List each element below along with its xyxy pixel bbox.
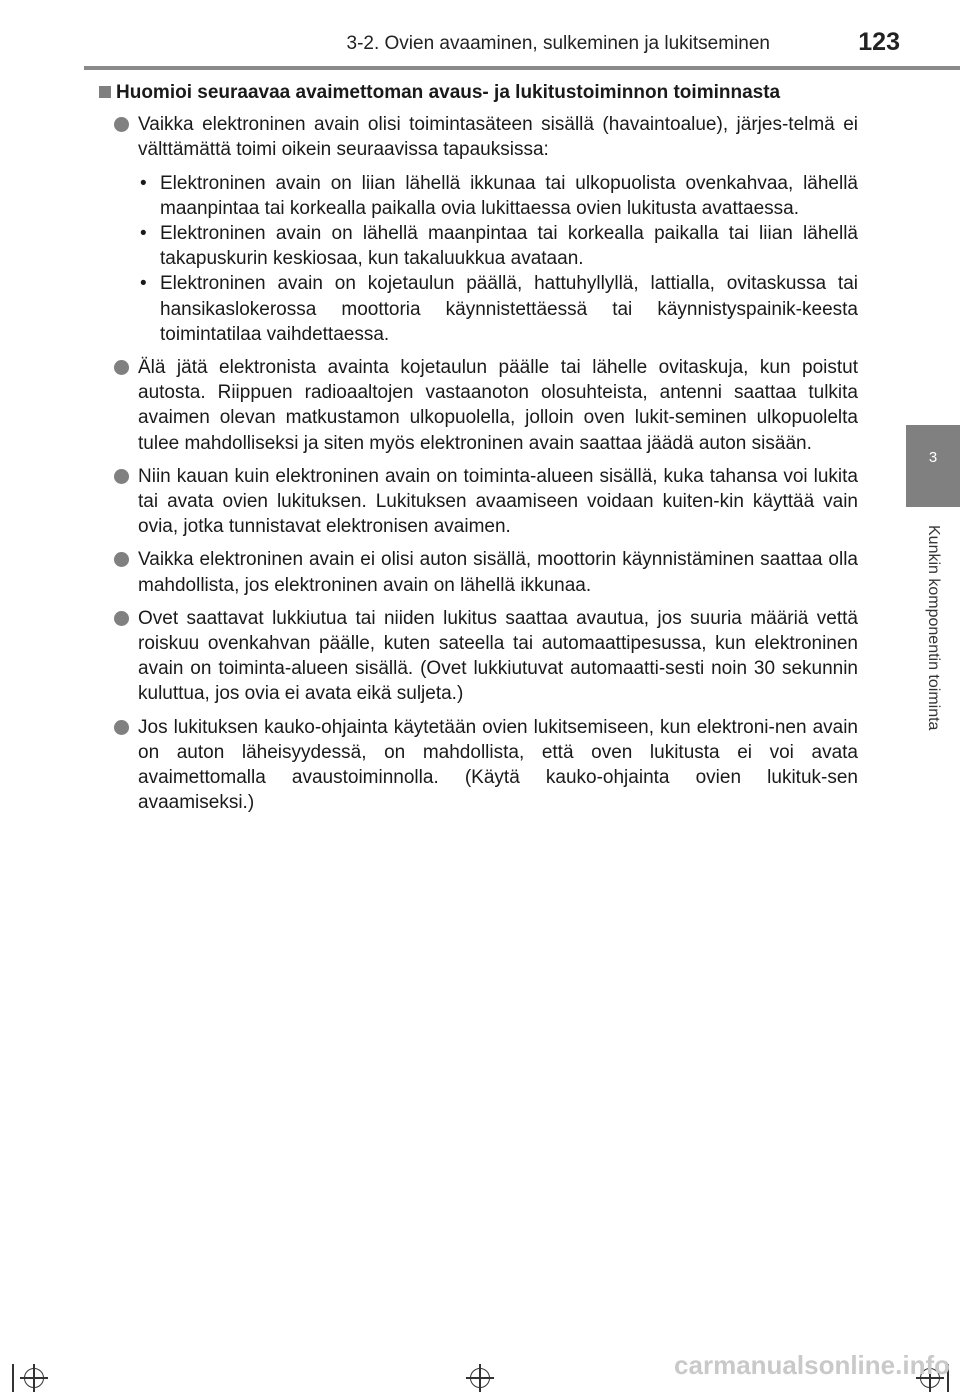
circle-bullet-icon [114,360,129,375]
list-item-text: Vaikka elektroninen avain olisi toimintasäteen sisällä (havaintoalue), järjes-telmä ei välttämättä toimi oikein seuraavissa tapauksissa: [138,114,858,161]
sub-list [138,171,858,347]
registration-mark-icon [20,1364,48,1392]
circle-bullet-icon [114,117,129,132]
list-item [98,606,858,707]
circle-bullet-icon [114,552,129,567]
section-heading-text: Huomioi seuraavaa avaimettoman avaus- ja lukitustoiminnon toiminnasta [116,82,781,103]
dot-bullet-icon: • [140,273,147,295]
circle-bullet-icon [114,469,129,484]
sub-list-item-text: Elektroninen avain on liian lähellä ikkunaa tai ulkopuolista ovenkahvaa, lähellä maanpintaa tai korkealla paikalla ovia lukittaessa ovien lukitusta avattaessa. [160,172,858,219]
dot-bullet-icon: • [140,223,147,245]
page-number: 123 [858,28,900,56]
circle-bullet-icon [114,720,129,735]
list-item-text: Vaikka elektroninen avain ei olisi auton sisällä, moottorin käynnistäminen saattaa olla mahdollista, jos elektroninen avain on lähellä ikkunaa. [138,549,858,596]
main-content [98,80,858,823]
chapter-label [906,507,960,807]
sub-list-item [138,271,858,347]
chapter-tab [906,425,960,507]
list-item-text: Ovet saattavat lukkiutua tai niiden lukitus saattaa avautua, jos suuria määriä vettä roiskuu ovenkahvan päälle, kuten sateella tai automaattipesussa, kun elektroninen avain on toiminta-alueen sisällä. (Ovet lukkiutuvat automaatti-sesti noin 30 sekunnin kuluttua, jos ovia ei avata eikä suljeta.) [138,607,858,705]
watermark: carmanualsonline.info [674,1350,950,1380]
sub-list-item [138,221,858,271]
circle-bullet-icon [114,611,129,626]
header-divider [84,66,960,70]
list-item [98,715,858,816]
chapter-label-text: Kunkin komponentin toiminta [925,525,942,731]
sub-list-item [138,171,858,221]
list-item-text: Älä jätä elektronista avainta kojetaulun päälle tai lähelle ovitaskuja, kun poistut autosta. Riippuen radioaaltojen vastaanoton olosuhteista, antenni saattaa tulkita avaimen olevan matkustamon ulkopuolella, jolloin oven lukit-seminen ulkopuolelta tulee mahdolliseksi ja siten myös elektroninen avain saattaa jäädä auton sisään. [138,357,858,454]
section-title: 3-2. Ovien avaaminen, sulkeminen ja lukitseminen [346,33,770,54]
list-item [98,355,858,456]
list-item [98,464,858,540]
sub-list-item-text: Elektroninen avain on lähellä maanpintaa tai korkealla paikalla tai liian lähellä takapuskurin keskiosaa, kun takaluukkua avataan. [160,223,858,270]
list-item-text: Niin kauan kuin elektroninen avain on toiminta-alueen sisällä, kuka tahansa voi lukita tai avata ovien lukituksen. Lukituksen avaamiseen voidaan kuiten-kin käyttää vain ovia, jotka tunnistavat elektronisen avaimen. [138,465,858,538]
crop-mark-icon [12,1364,14,1392]
square-bullet-icon [99,86,111,98]
sub-list-item-text: Elektroninen avain on kojetaulun päällä, hattuhyllyllä, lattialla, ovitaskussa tai hansikaslokerossa moottoria käynnistettäessä tai käynnistyspainik-keesta toimintatilaa vaihdettaessa. [160,273,858,345]
list-item-text: Jos lukituksen kauko-ohjainta käytetään ovien lukitsemiseen, kun elektroni-nen avain on auton läheisyydessä, on mahdollista, että oven lukitusta ei voi avata avaimettomalla avaustoiminnolla. (Käytä kauko-ohjainta ovien lukituk-sen avaamiseksi.) [138,716,858,814]
list-item [98,547,858,597]
chapter-number: 3 [928,449,938,466]
section-heading [98,80,858,105]
list-item [98,112,858,347]
dot-bullet-icon: • [140,172,147,194]
registration-mark-icon [466,1364,494,1392]
